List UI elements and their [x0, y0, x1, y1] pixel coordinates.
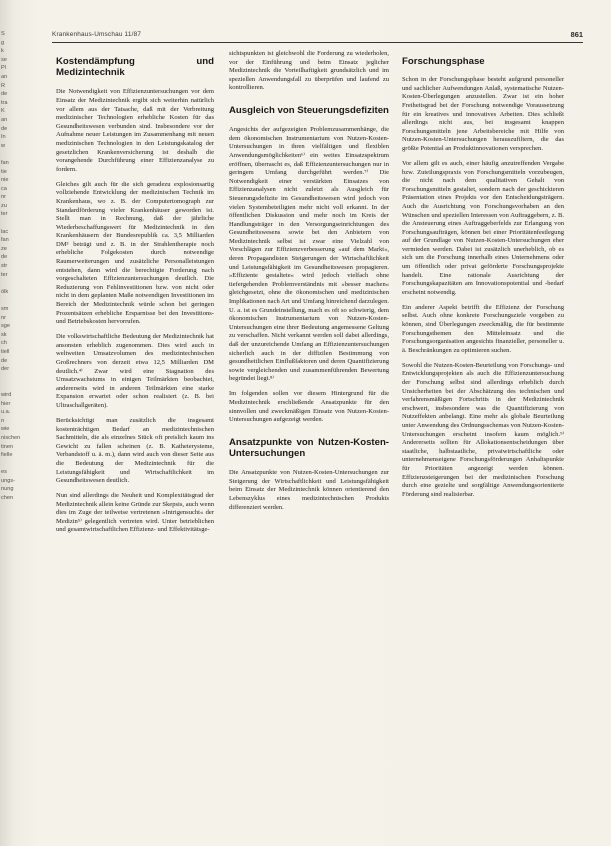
margin-fragment: se	[1, 56, 7, 63]
margin-fragment: nie	[1, 177, 9, 184]
paragraph: Im folgenden sollen vor diesem Hintergrund für die Medizintechnik erschließende Ansatzpunkte für den sinnvollen und zweckmäßigen Einsatz von Nutzen-Kosten-Untersuchungen aufgezeigt werden.	[229, 390, 389, 424]
heading-kostendaempfung: Kostendämpfung und Medizintechnik	[56, 56, 214, 79]
margin-fragment	[1, 296, 48, 305]
margin-fragment: str	[1, 263, 8, 270]
journal-name: Krankenhaus-Umschau 11/87	[52, 31, 142, 38]
margin-fragment: ch	[1, 340, 7, 347]
margin-fragment: de	[1, 254, 8, 261]
heading-forschungsphase: Forschungsphase	[402, 56, 485, 67]
paragraph: Die Ansatzpunkte von Nutzen-Kosten-Untersuchungen zur Steigerung der Wirtschaftlichkeit und Leistungsfähigkeit beim Einsatz der Medizintechnik können orientierend den Lebenszyklus eines medizintechnischen Produkts differenziert werden.	[229, 469, 389, 511]
margin-fragment: sm	[1, 306, 9, 312]
margin-fragment: zu	[1, 202, 7, 209]
margin-fragment: ölk	[1, 288, 9, 295]
margin-fragment: an	[1, 73, 8, 80]
margin-fragment: de	[1, 91, 8, 98]
paragraph: Nun sind allerdings die Neuheit und Komplexitätsgrad der Medizintechnik allein keine Gründe zur Skepsis, auch wenn dies im Zuge der teilweise vertretenen »Intrigensucht« der Medizin⁵⁾ gelegentlich vertreten wird. Unter betrieblichen und gesamtwirtschaftlichen Effizienz- und Effektivitätsge-	[56, 492, 214, 534]
margin-fragment	[1, 279, 48, 288]
margin-fragment: wird	[1, 391, 12, 398]
margin-fragment	[1, 460, 48, 469]
margin-fragment	[1, 150, 48, 159]
margin-fragment: ungs-	[1, 477, 15, 484]
margin-fragment: nung	[1, 486, 14, 493]
margin-fragment: ter	[1, 211, 8, 218]
margin-fragment: sge	[1, 323, 11, 330]
paragraph: Ein anderer Aspekt betrifft die Effizienz der Forschung selbst. Auch ohne konkrete Forschungsziele vorgeben zu können, sind Überlegungen zweckmäßig, die für bestimmte Forschungsthemen den Mitteleinsatz und die Forschungsorganisation angesichts finanzieller, personeller u. ä. Beschränkungen zu optimieren suchen.	[402, 303, 564, 354]
margin-fragment: es	[1, 469, 7, 476]
previous-page-margin	[0, 30, 48, 820]
margin-fragment: K	[1, 108, 5, 115]
margin-fragment: g	[1, 39, 5, 46]
margin-fragment	[1, 374, 48, 383]
margin-fragment: der	[1, 366, 10, 373]
margin-fragment: In	[1, 134, 6, 141]
margin-fragment	[1, 219, 48, 228]
margin-fragment: u.a.	[1, 409, 11, 416]
margin-fragment: nischen	[1, 434, 21, 441]
margin-fragment	[1, 382, 48, 391]
margin-fragment: hier	[1, 400, 11, 407]
margin-fragment: n	[1, 417, 5, 424]
margin-fragment: chen	[1, 495, 14, 502]
paragraph: Schon in der Forschungsphase besteht aufgrund personeller und sachlicher Aufwendungen Anlaß, systematische Nutzen-Kosten-Überlegungen anzustellen. Zwar ist ein hoher Freiheitsgrad bei der Forschung notwendige Voraussetzung für ein kreatives und innovatives Arbeiten. Dies schließt allerdings nicht aus, bei insgesamt knappen Forschungsmitteln jene Arbeitsbereiche mit Hilfe von Nutzen-Kosten-Untersuchungen herauszufiltern, die das größte Potential an Produktinnovationen versprechen.	[402, 76, 564, 152]
margin-fragment: ca	[1, 185, 7, 192]
margin-fragment: R	[1, 82, 6, 89]
paragraph: Gleiches gilt auch für die sich geradezu explosionsartig vollziehende Entwicklung der medizinischen Technik im Krankenhaus, wo z. B. der Computertomograph zur Standardförderung vieler Krankenhäuser geworden ist. Stellt man in Rechnung, daß der jährliche Wiederbeschaffungswert für Medizintechnik in den Krankenhäusern der Bundesrepublik ca. 3,5 Milliarden DM³ beträgt und z. B. in der Strahlentherapie noch erhebliche Folgekosten durch notwendige Raumerweiterungen und zusätzliche Personalleistungen entstehen, dann wird die berechtigte Forderung nach vorgeschalteten Effizienzuntersuchungen deutlich. Die Reduzierung von Fehlinvestitionen bzw. von nicht oder nicht in dem geplanten Maße notwendigen Investitionen im Bereich der Medizintechnik würde schon bei geringen Prozentsätzen erhebliche Ersparnisse bei den Investitions- und Betriebskosten hervorrufen.	[56, 180, 214, 326]
paragraph: Die volkswirtschaftliche Bedeutung der Medizintechnik hat ansonsten erheblich zugenommen. Dies wird auch in weltweiten Umsatzvolumen des medizintechnischen Großrechners von derzeit etwa 12,5 Milliarden DM deutlich.⁴⁾ Zwar wird eine Stagnation des Umsatzwachstums in einigen Teilmärkten beobachtet, andererseits wird in anderen Teilmärkten eine starke Expansion erwartet oder schon realisiert (z. B. bei Ultraschallgeräten).	[56, 333, 214, 409]
margin-fragment: tiell	[1, 348, 10, 355]
running-header	[52, 31, 583, 43]
paragraph: Vor allem gilt es auch, einer häufig anzutreffenden Vergabe bzw. Zuteilungspraxis von Forschungsmitteln vorzubeugen, die nicht nach dem qualitativen Gehalt von Forschungsmitteln gestaltet, sondern nach der geschickteren Präsentation eines Projekts vor den Entscheidungsträgern. Auch die Ausrichtung von Forschungsvorhaben an den Wünschen und speziellen Interessen von Auftraggebern, z. B. die Ansteuerung eines Auftraggeberfelds zur Erlangung von Forschungsaufträgen, können bei einer Prioritätenfestlegung auf der Grundlage von Nutzen-Kosten-Untersuchungen eher vermieden werden. Dabei ist zusätzlich unerheblich, ob es sich um die Forschung innerhalb eines Unternehmens oder um öffentlich oder privat geförderte Forschungsprojekte handelt. Eine rationale Ausrichtung der Forschungskapazitäten am Innovationspotential und -bedarf erscheint notwendig.	[402, 159, 564, 296]
margin-fragment: S	[1, 31, 5, 37]
margin-fragment: de	[1, 125, 8, 132]
paragraph: Angesichts der aufgezeigten Problemzusammenhänge, die dem ökonomischen Instrumentarium von Nutzen-Kosten-Untersuchungen in ihren vielfältigen und flexiblen Anwendungsmöglichkeiten⁶⁾ ein weites Einsatzspektrum eröffnen, überrascht es, daß Effizienzuntersuchungen nur in geringem Umfang durchgeführt werden.⁷⁾ Die Notwendigkeit einer verstärkten Einsatzes von Effizienzanalysen nicht zuletzt als Ausgleich für Steuerungsdefizite im Gesundheitswesen wird jedoch von vielen Systembeteiligten mehr nicht voll erkannt. In der öffentlichen Diskussion und mehr noch im Kreis der Handlungsträger in den Versorgungseinrichtungen des Gesundheitswesens sowie bei den Anbietern von Medizintechnik selbst ist zwar eine Vielzahl von Vorschlägen zur Effizienzverbesserung »auf dem Markt«, deren Propagandisten Steigerungen der Wirtschaftlichkeit und Leistungsfähigkeit im Gesundheitswesen propagieren. »Effiziente gestaltete« wird jedoch vielfach ohne tiefergehenden Problemverständnis mit »besser machen« gleichgesetzt, ohne die ökonomischen und medizinischen Implikationen nach Art und Umfang hinreichend darzulegen. U. a. ist es Grundeinstellung, mach es oft so schwierig, dem ökonomischen Instrumentarium von Nutzen-Kosten-Untersuchungen eine ihrer Bedeutung angemessene Geltung zu verschaffen. Nicht verkannt werden soll dabei allerdings, daß der unzureichende Umfang an Effizienzuntersuchungen sicherlich auch in der diffizilen Bestimmung von gesundheitlichen Einflußfaktoren und deren Quantifizierung sowie vergleichenden und zusammenführenden Bewertung begründet liegt.⁸⁾	[229, 126, 389, 383]
margin-fragment: ze	[1, 245, 7, 252]
margin-fragment: w	[1, 142, 6, 149]
paragraph: Die Notwendigkeit von Effizienzuntersuchungen vor dem Einsatz der Medizintechnik ergibt sich weiterhin natürlich vor allem aus der Tatsache, daß mit der Verbreitung medizinischer Technologien erhebliche Kosten für das Gesundheitswesen verbunden sind. Insbesondere vor der Aufnahme neuer Leistungen im Zusammenhang mit neuen medizinischen Technologien in den Leistungskatalog der gesetzlichen Krankenversicherung ist deshalb die vorangehende Durchführung einer Effizienzanalyse zu fordern.	[56, 88, 214, 173]
paragraph: Sowohl die Nutzen-Kosten-Beurteilung von Forschungs- und Entwicklungsprojekten als auch die Effizienzuntersuchung der Forschung selbst sind allerdings erheblich durch Unsicherheiten bei der Abschätzung des technischen und verfahrensmäßigen Fortschritts in der Medizintechnik erschwert, insbesondere was die Quantifizierung von Nutzeffekten anbelangt. Eine mehr als globale Beurteilung unter Anwendung des Ordnungsschemas von Nutzen-Kosten-Untersuchungen erscheint insofern kaum möglich.⁹⁾ Andererseits sollten für Allokationsentscheidungen über staatliche, halbstaatliche, privatwirtschaftliche oder unternehmenseigene Forschungsförderungen Anhaltspunkte für Prioritäten angezeigt werden können. Effizienzsteigerungen bei der medizinischen Forschung durch eine gezielte und sorgfältige Anwendungsorientierte Förderung sind realisierbar.	[402, 361, 564, 498]
column-1	[56, 50, 214, 541]
margin-fragment: tra	[1, 99, 8, 106]
column-3	[402, 50, 564, 506]
margin-fragment: an	[1, 116, 8, 123]
margin-fragment: k	[1, 48, 4, 55]
paragraph: sichtspunkten ist gleichwohl die Forderung zu wiederholen, vor der Einführung und beim Einsatz jeglicher Medizintechnik die Vorteilhaftigkeit grundsätzlich und im speziellen Anwendungsfall zu überprüfen und laufend zu kontrollieren.	[229, 50, 389, 92]
margin-fragment: tinen	[1, 443, 14, 450]
margin-fragment: sk	[1, 331, 7, 338]
margin-fragment: Pl	[1, 65, 6, 72]
margin-fragment: wie	[1, 426, 10, 433]
page-number: 861	[570, 30, 583, 39]
margin-fragment: de	[1, 357, 8, 364]
column-2	[229, 50, 389, 519]
margin-fragment: ter	[1, 271, 8, 278]
margin-fragment: fan	[1, 159, 9, 166]
margin-fragment: nr	[1, 194, 6, 201]
margin-fragment: fielle	[1, 452, 13, 459]
heading-ausgleich: Ausgleich von Steuerungsdefiziten	[229, 104, 389, 116]
heading-ansatzpunkte: Ansatzpunkte von Nutzen-Kosten-Untersuchungen	[229, 436, 389, 459]
margin-fragment: tie	[1, 168, 7, 175]
margin-fragment: lac	[1, 228, 9, 235]
margin-fragment: fan	[1, 237, 9, 244]
paragraph: Berücksichtigt man zusätzlich die insgesamt kostenträchtigen Bedarf an medizintechnischen Sachmitteln, die als einzelnes Stück oft preislich kaum ins Gewicht zu fallen scheinen (z. B. Katheterysteme, Verbandstoff u. ä. m.), dann wird auch von dieser Seite aus die Bedeutung der Medizintechnik für die Leistungsfähigkeit und Wirtschaftlichkeit im Gesundheitswesen deutlich.	[56, 416, 214, 485]
margin-fragment: nr	[1, 314, 6, 321]
